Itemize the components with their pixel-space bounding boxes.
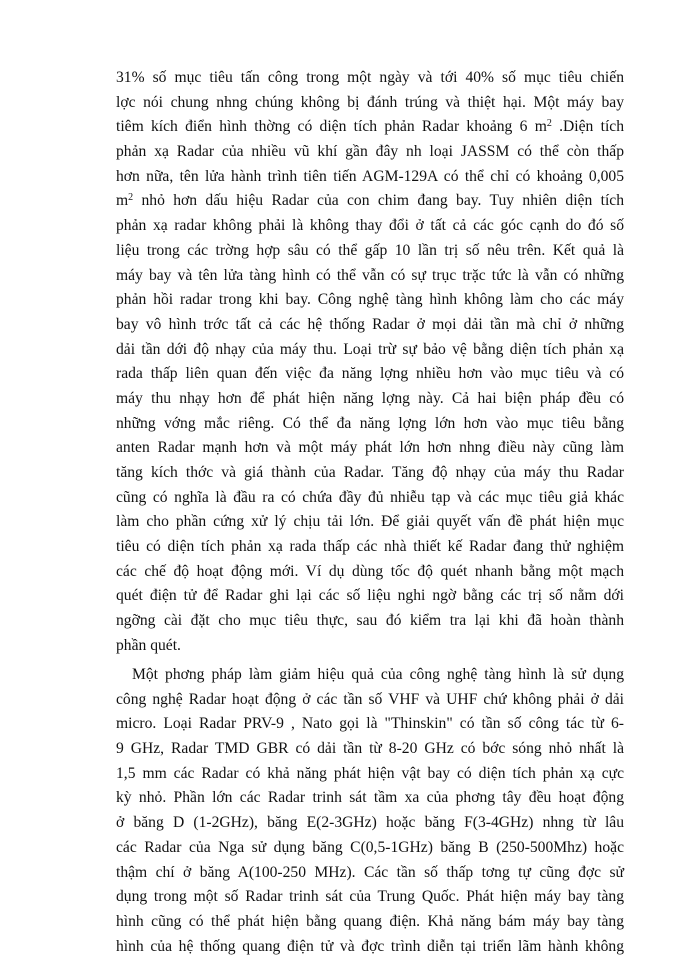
- text-line: ngỡng cài đặt cho mục tiêu thực, sau đó kiểm tra lại khi đã hoàn thành: [116, 612, 624, 630]
- text-line: dụng trong một số Radar trinh sát của Trung Quốc. Phát hiện máy bay tàng: [116, 888, 624, 906]
- text-line: máy bay và tên lửa tàng hình có thể vẫn có sự trục trặc tức là vẫn có những: [116, 266, 624, 284]
- text-line: micro. Loại Radar PRV-9 , Nato gọi là "Thinskin" có tần số công tác từ 6-: [116, 715, 624, 733]
- text-line: Một phơng pháp làm giảm hiệu quả của công nghệ tàng hình là sử dụng: [132, 666, 624, 683]
- text-line: ở băng D (1-2GHz), băng E(2-3GHz) hoặc băng F(3-4GHz) nhng từ lâu: [116, 814, 624, 832]
- superscript-2: 2: [546, 118, 552, 130]
- text-line: các Radar của Nga sử dụng băng C(0,5-1GHz) băng B (250-500Mhz) hoặc: [116, 838, 624, 856]
- superscript-2: 2: [128, 192, 134, 204]
- text-line: hình của hệ thống quang điện tử và đợc trình diễn tại triển lãm hành không: [116, 937, 624, 955]
- text-line: rada thấp liên quan đến việc đa năng lợng nhiều hơn vào mục tiêu và có: [116, 365, 624, 383]
- text-line: tiêu có diện tích phản xạ rada thấp các nhà thiết kế Radar đang thử nghiệm: [116, 538, 624, 556]
- text-line: công nghệ Radar hoạt động ở các tần số VHF và UHF chứ không phải ở dải: [116, 690, 624, 708]
- text-line: phản xạ radar không phải là không thay đổi ở tất cả các góc cạnh do đó số: [116, 217, 624, 235]
- text-line: hơn nữa, tên lửa hành trình tiên tiến AGM-129A có thể chỉ có khoảng 0,005: [116, 167, 624, 185]
- text-line: $m^2$ nhỏ hơn dấu hiệu Radar của con chim đang bay. Tuy nhiên diện tích: [116, 192, 624, 210]
- text-line: 1,5 mm các Radar có khả năng phát hiện vật bay có diện tích phản xạ cực: [116, 764, 624, 782]
- text-line: làm cho phần cứng xử lý chịu tải lớn. Để giải quyết vấn đề phát hiện mục: [116, 513, 624, 531]
- text-line: kỳ nhỏ. Phần lớn các Radar trinh sát tầm xa của phơng tây đều hoạt động: [116, 789, 624, 807]
- text-line: quét điện tử để Radar ghi lại các số liệu nghi ngờ bằng các trị số nằm dới: [116, 587, 624, 605]
- text-line: tiêm kích điển hình thờng có diện tích phản Radar khoảng 6 $m^2$ .Diện tích: [116, 118, 625, 136]
- text-line: anten Radar mạnh hơn và một máy phát lớn hơn nhng điều này cũng làm: [116, 439, 624, 457]
- text-line: phần quét.: [116, 636, 181, 654]
- text-line: máy thu nhạy hơn để phát hiện năng lợng này. Cả hai biện pháp đều có: [116, 389, 624, 407]
- text-line: các chế độ hoạt động mới. Ví dụ dùng tốc độ quét nhanh bằng một mạch: [116, 562, 624, 580]
- text-line: 31% số mục tiêu tấn công trong một ngày và tới 40% số mục tiêu chiến: [116, 69, 624, 86]
- text-line: hình cũng có thể phát hiện bằng quang điện. Khả năng bám máy bay tàng: [116, 912, 624, 930]
- text-line: liệu trong các trờng hợp sâu có thể gấp 10 lần trị số nêu trên. Kết quả là: [116, 241, 624, 259]
- text-line: tăng kích thớc và giá thành của Radar. Tăng độ nhạy của máy thu Radar: [116, 464, 624, 481]
- text-line: phản xạ Radar của nhiều vũ khí gần đây nh loại JASSM có thể còn thấp: [116, 143, 624, 161]
- text-line: phản hồi radar trong khi bay. Công nghệ tàng hình không làm cho các máy: [116, 291, 624, 309]
- text-line: cũng có nghĩa là đầu ra có chứa đầy đủ nhiễu tạp và các mục tiêu giả khác: [116, 488, 624, 506]
- text-line: dải tần dới độ nhạy của máy thu. Loại trừ sự bảo vệ bằng diện tích phản xạ: [116, 340, 624, 358]
- text-line: lợc nói chung nhng chúng không bị đánh trúng và thiệt hại. Một máy bay: [116, 93, 624, 111]
- paragraph-1: [116, 66, 624, 659]
- text-line: thậm chí ở băng A(100-250 MHz). Các tần số thấp tơng tự cũng đợc sử: [116, 863, 624, 881]
- text-line: 9 GHz, Radar TMD GBR có dải tần từ 8-20 GHz có bớc sóng nhỏ nhất là: [116, 740, 624, 758]
- text-line: những vớng mắc riêng. Có thể đa năng lợng lớn hơn vào mục tiêu bằng: [116, 414, 624, 432]
- text-line: bay vô hình trớc tất cả các hệ thống Radar ở mọi dải tần mà chỉ ở những: [116, 315, 624, 333]
- paragraph-2: [116, 663, 624, 959]
